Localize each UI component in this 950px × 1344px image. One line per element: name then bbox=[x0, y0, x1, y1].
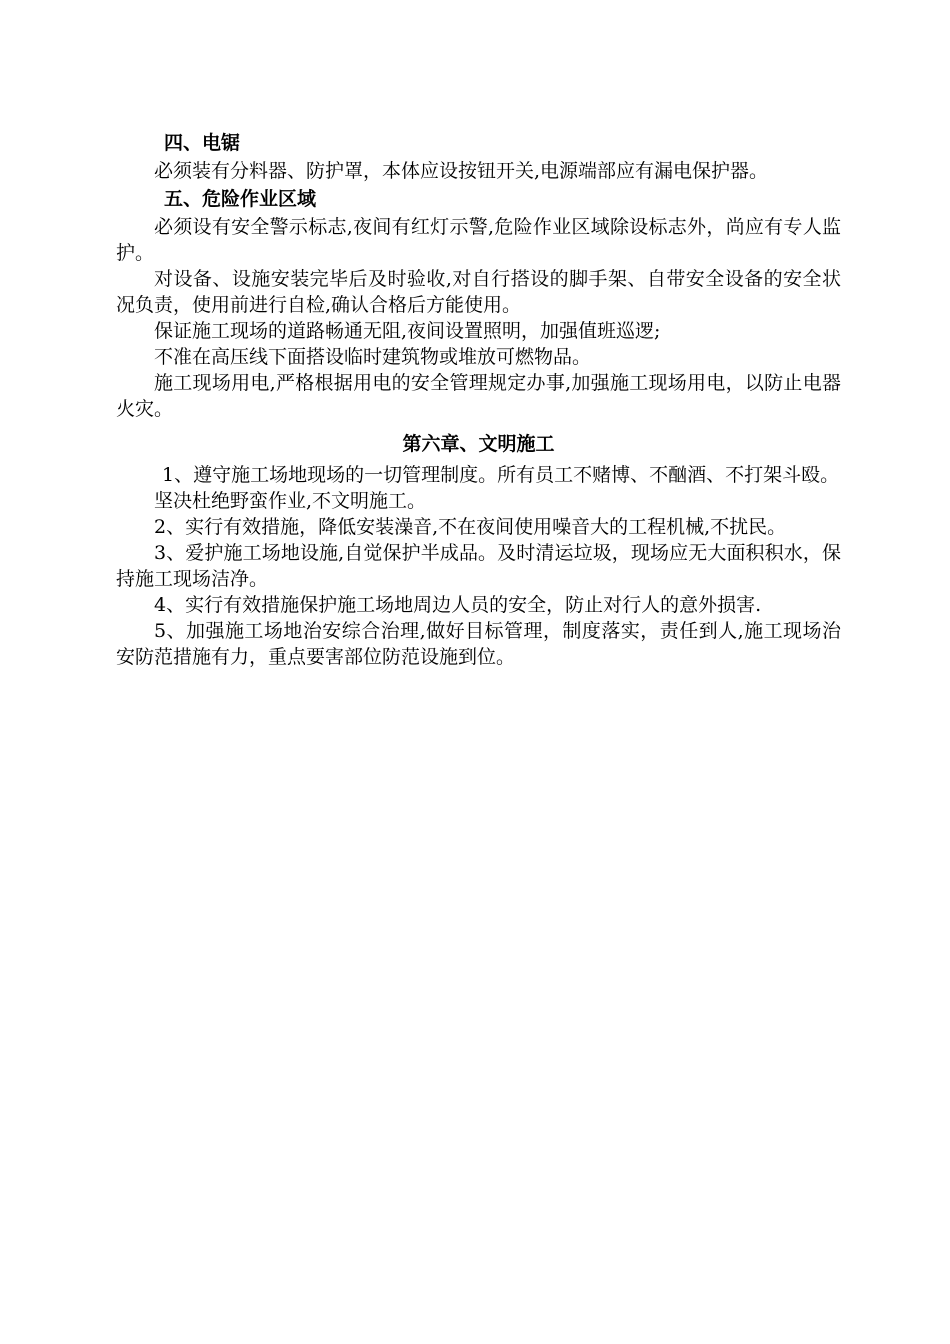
paragraph: 保证施工现场的道路畅通无阻,夜间设置照明，加强值班巡逻; bbox=[154, 320, 661, 342]
paragraph: 坚决杜绝野蛮作业,不文明施工。 bbox=[154, 490, 427, 512]
section-heading-danger-zone: 五、危险作业区域 bbox=[164, 188, 317, 210]
paragraph: 5、加强施工场地治安综合治理,做好目标管理，制度落实，责任到人,施工现场治安防范措施有力，重点要害部位防范设施到位。 bbox=[116, 620, 841, 668]
section-heading-electric-saw: 四、电锯 bbox=[164, 132, 241, 154]
paragraph: 4、实行有效措施保护施工场地周边人员的安全，防止对行人的意外损害. bbox=[154, 594, 762, 616]
paragraph: 3、爱护施工场地设施,自觉保护半成品。及时清运垃圾，现场应无大面积积水，保持施工现场洁净。 bbox=[116, 542, 841, 590]
paragraph: 施工现场用电,严格根据用电的安全管理规定办事,加强施工现场用电，以防止电器火灾。 bbox=[116, 372, 841, 420]
paragraph: 必须装有分料器、防护罩，本体应设按钮开关,电源端部应有漏电保护器。 bbox=[154, 160, 769, 182]
paragraph: 1、遵守施工场地现场的一切管理制度。所有员工不赌博、不酗酒、不打架斗殴。 bbox=[162, 464, 840, 486]
document-page bbox=[116, 128, 841, 670]
paragraph: 不准在高压线下面搭设临时建筑物或堆放可燃物品。 bbox=[154, 346, 592, 368]
paragraph: 必须设有安全警示标志,夜间有红灯示警,危险作业区域除设标志外，尚应有专人监护。 bbox=[116, 216, 841, 264]
chapter-title: 第六章、文明施工 bbox=[402, 433, 555, 455]
paragraph: 2、实行有效措施，降低安装澡音,不在夜间使用噪音大的工程机械,不扰民。 bbox=[154, 516, 787, 538]
paragraph: 对设备、设施安装完毕后及时验收,对自行搭设的脚手架、自带安全设备的安全状况负责，使用前进行自检,确认合格后方能使用。 bbox=[116, 268, 841, 316]
